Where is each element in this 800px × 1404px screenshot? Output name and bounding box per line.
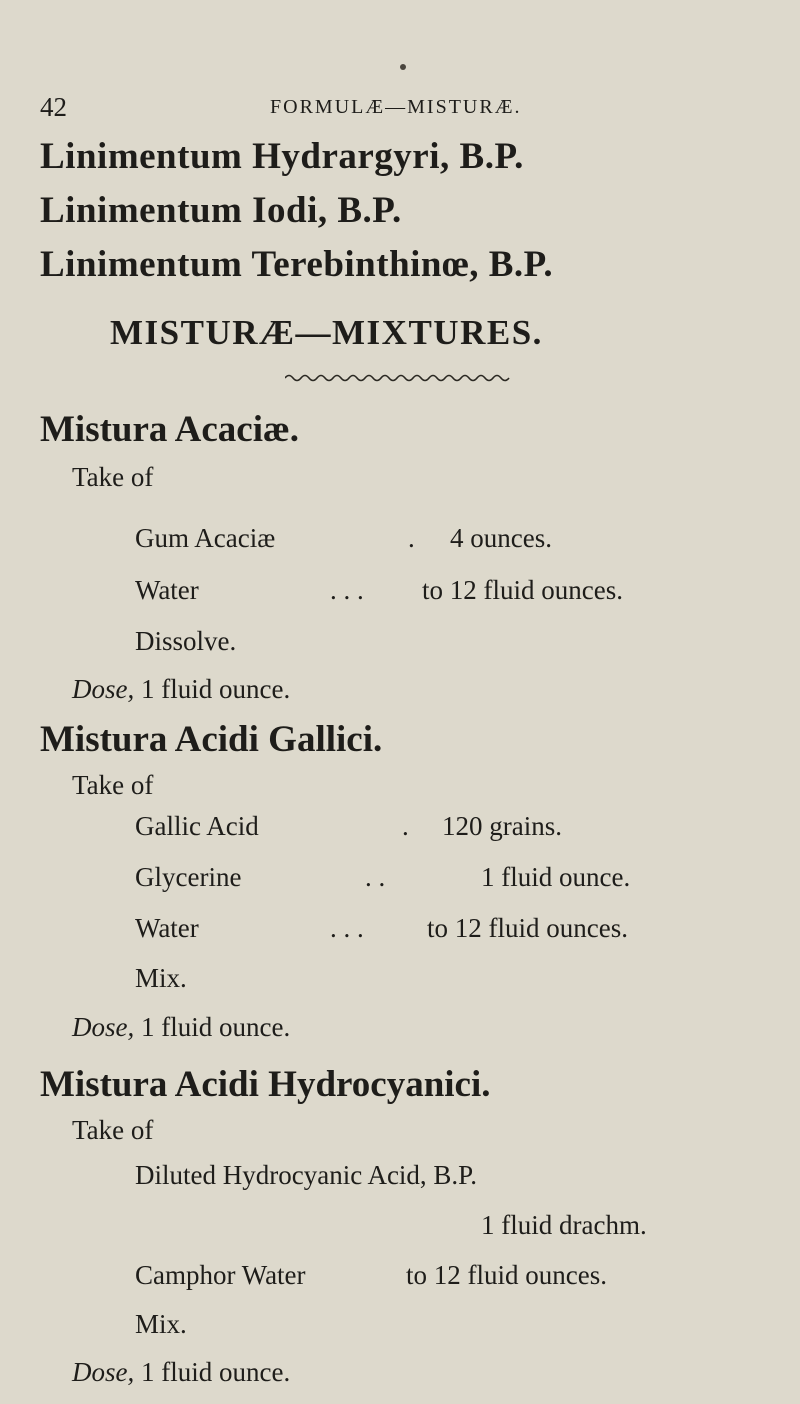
dose-line: [72, 674, 290, 705]
ingredient-name: Camphor Water: [135, 1260, 306, 1290]
leader-dots: . . .: [330, 913, 364, 943]
liniment-heading: Linimentum Terebinthinœ, B.P.: [40, 244, 554, 285]
ink-speck: [400, 64, 406, 70]
ingredient-name: Water: [135, 575, 199, 605]
dose-value: 1 fluid ounce.: [141, 1357, 291, 1387]
mixture-title: Mistura Acidi Hydrocyanici.: [40, 1064, 491, 1105]
leader-dots: .: [402, 811, 409, 841]
liniment-heading: Linimentum Iodi, B.P.: [40, 190, 402, 231]
leader-dots: . . .: [330, 575, 364, 605]
ingredient-amount: 4 ounces.: [450, 523, 552, 553]
take-of-label: Take of: [72, 462, 154, 492]
ingredient-amount: 1 fluid drachm.: [481, 1210, 647, 1240]
wavy-rule-ornament: [285, 372, 515, 384]
dose-label: Dose,: [72, 674, 135, 704]
ingredient-name: Diluted Hydrocyanic Acid, B.P.: [135, 1160, 477, 1190]
instruction: Dissolve.: [135, 626, 237, 656]
dose-line: [72, 1357, 290, 1388]
section-title: MISTURÆ—MIXTURES.: [110, 313, 543, 352]
ingredient-amount: to 12 fluid ounces.: [406, 1260, 607, 1290]
mixture-title: Mistura Acaciæ.: [40, 409, 299, 450]
dose-value: 1 fluid ounce.: [141, 674, 291, 704]
dose-label: Dose,: [72, 1012, 135, 1042]
ingredient-name: Gum Acaciæ: [135, 523, 276, 553]
leader-dots: .: [408, 523, 415, 553]
ingredient-amount: 1 fluid ounce.: [481, 862, 631, 892]
take-of-label: Take of: [72, 770, 154, 800]
mixture-title: Mistura Acidi Gallici.: [40, 719, 383, 760]
ingredient-amount: to 12 fluid ounces.: [427, 913, 628, 943]
dose-value: 1 fluid ounce.: [141, 1012, 291, 1042]
instruction: Mix.: [135, 963, 187, 993]
liniment-heading: Linimentum Hydrargyri, B.P.: [40, 136, 524, 177]
ingredient-name: Gallic Acid: [135, 811, 259, 841]
page-number: 42: [40, 92, 67, 122]
ingredient-amount: to 12 fluid ounces.: [422, 575, 623, 605]
instruction: Mix.: [135, 1309, 187, 1339]
leader-dots: . .: [365, 862, 386, 892]
running-title: FORMULÆ—MISTURÆ.: [270, 96, 522, 118]
dose-label: Dose,: [72, 1357, 135, 1387]
ingredient-amount: 120 grains.: [442, 811, 562, 841]
take-of-label: Take of: [72, 1115, 154, 1145]
ingredient-name: Water: [135, 913, 199, 943]
ingredient-name: Glycerine: [135, 862, 242, 892]
dose-line: [72, 1012, 290, 1043]
